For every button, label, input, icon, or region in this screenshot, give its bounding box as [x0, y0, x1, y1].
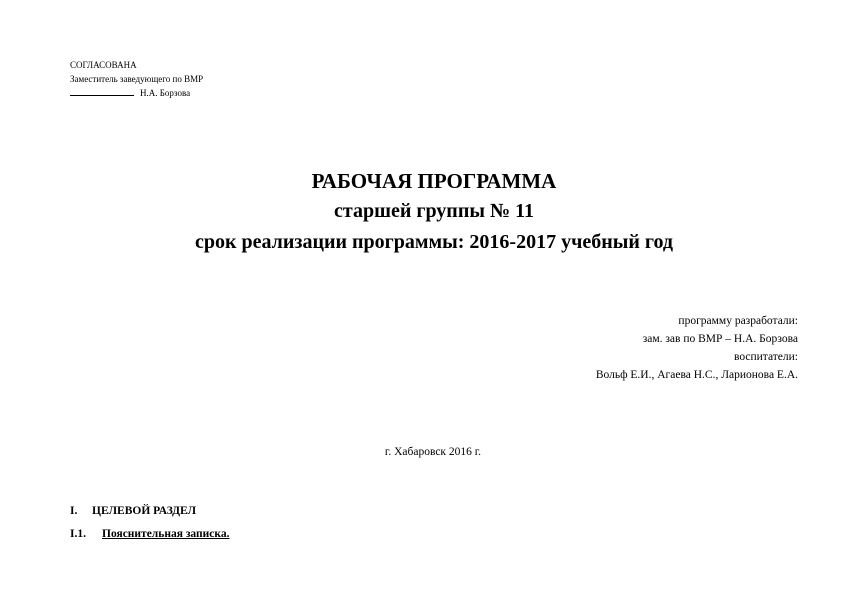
title-line-3: срок реализации программы: 2016-2017 учебный год — [194, 231, 674, 253]
section-number: I. — [70, 505, 78, 517]
authors-teachers-label: воспитатели: — [734, 351, 798, 363]
subsection-title: Пояснительная записка. — [102, 528, 230, 540]
approval-heading: СОГЛАСОВАНА — [70, 60, 137, 70]
subsection-number: I.1. — [70, 528, 86, 540]
approval-block — [70, 58, 203, 100]
authors-teachers: Вольф Е.И., Агаева Н.С., Ларионова Е.А. — [595, 369, 798, 381]
city-year: г. Хабаровск 2016 г. — [384, 446, 482, 458]
approval-signature-name: Н.А. Борзова — [140, 88, 191, 98]
authors-developed-by: программу разработали: — [678, 315, 798, 327]
authors-deputy: зам. зав по ВМР – Н.А. Борзова — [642, 333, 798, 345]
title-line-1: РАБОЧАЯ ПРОГРАММА — [311, 169, 557, 193]
approval-signature-line — [70, 86, 203, 100]
title-line-2: старшей группы № 11 — [334, 200, 534, 222]
subsection-heading — [70, 523, 229, 546]
section-title: ЦЕЛЕВОЙ РАЗДЕЛ — [92, 505, 197, 517]
section-block — [70, 500, 229, 546]
document-title — [0, 168, 842, 256]
signature-blank — [70, 87, 134, 96]
authors-block — [596, 312, 798, 384]
approval-position: Заместитель заведующего по ВМР — [70, 74, 204, 84]
section-heading — [70, 500, 229, 523]
